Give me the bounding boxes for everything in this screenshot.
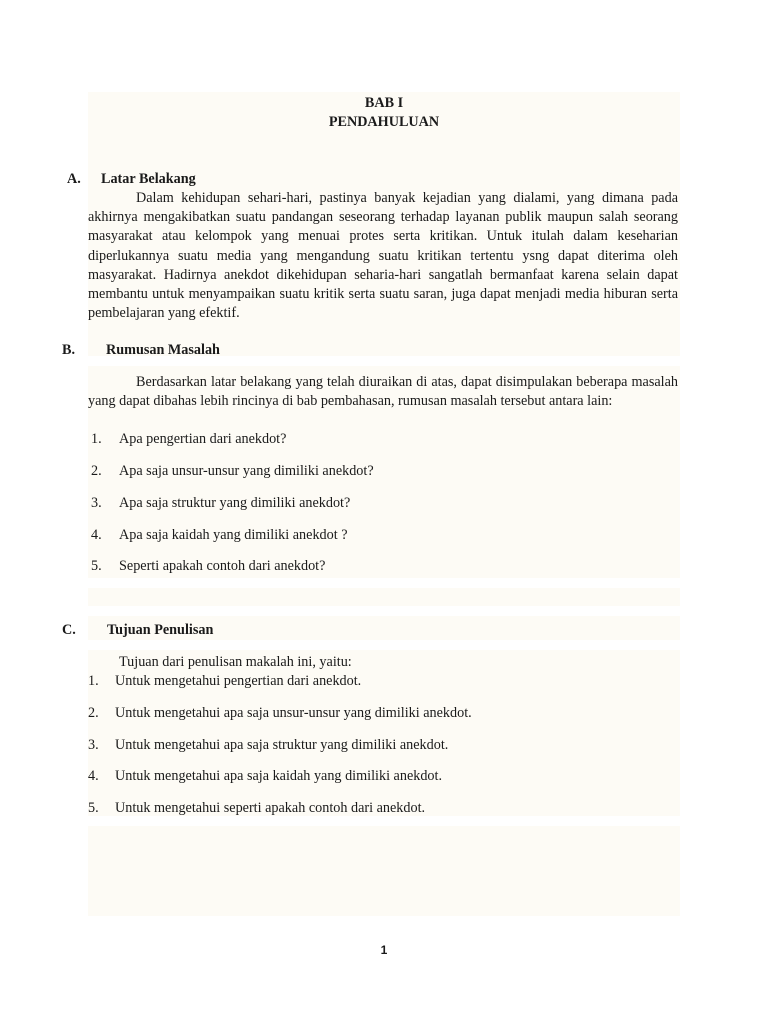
list-text: Untuk mengetahui apa saja struktur yang dimiliki anekdot. — [115, 737, 449, 753]
list-number: 3. — [91, 495, 102, 511]
section-c-intro: Tujuan dari penulisan makalah ini, yaitu: — [119, 654, 352, 670]
list-text: Apa saja struktur yang dimiliki anekdot? — [119, 495, 351, 511]
section-b-intro: Berdasarkan latar belakang yang telah diuraikan di atas, dapat disimpulakan beberapa masalah yang dapat dibahas lebih rincinya di bab pembahasan, rumusan masalah tersebut antara lain: — [88, 374, 678, 410]
page-number: 1 — [380, 943, 388, 957]
list-number: 1. — [91, 431, 102, 447]
list-number: 4. — [91, 527, 102, 543]
list-text: Seperti apakah contoh dari anekdot? — [119, 558, 326, 574]
list-number: 5. — [88, 800, 99, 816]
list-number: 1. — [88, 673, 99, 689]
background-band — [88, 588, 680, 606]
list-number: 3. — [88, 737, 99, 753]
section-c-heading: Tujuan Penulisan — [107, 622, 214, 638]
list-text: Untuk mengetahui seperti apakah contoh dari anekdot. — [115, 800, 426, 816]
list-text: Apa saja unsur-unsur yang dimiliki anekdot? — [119, 463, 374, 479]
section-c-letter: C. — [62, 622, 76, 638]
chapter-label: BAB I — [364, 95, 404, 111]
list-text: Apa saja kaidah yang dimiliki anekdot ? — [119, 527, 348, 543]
list-number: 2. — [88, 705, 99, 721]
chapter-title: PENDAHULUAN — [328, 114, 440, 130]
section-b-heading: Rumusan Masalah — [106, 342, 220, 358]
section-b-letter: B. — [62, 342, 76, 358]
list-text: Untuk mengetahui apa saja unsur-unsur yang dimiliki anekdot. — [115, 705, 472, 721]
section-a-heading: Latar Belakang — [101, 171, 196, 187]
list-number: 2. — [91, 463, 102, 479]
list-text: Untuk mengetahui pengertian dari anekdot. — [115, 673, 362, 689]
list-number: 4. — [88, 768, 99, 784]
list-text: Untuk mengetahui apa saja kaidah yang dimiliki anekdot. — [115, 768, 443, 784]
section-a-letter: A. — [67, 171, 81, 187]
section-a-paragraph: Dalam kehidupan sehari-hari, pastinya banyak kejadian yang dialami, yang dimana pada akhirnya mengakibatkan suatu pandangan seseorang terhadap layanan publik maupun salah seorang masyarakat atau kelompok yang menuai protes serta kritikan. Untuk itulah dalam keseharian diperlukannya suatu media yang mengandung suatu kritikan tertentu ysng dapat diterima oleh masyarakat. Hadirnya anekdot dikehidupan seharia-hari sangatlah bermanfaat karena selain dapat membantu untuk menyampaikan suatu kritik serta suatu saran, juga dapat menjadi media hiburan serta pembelajaran yang efektif. — [88, 190, 678, 322]
list-text: Apa pengertian dari anekdot? — [119, 431, 287, 447]
list-number: 5. — [91, 558, 102, 574]
background-band — [88, 826, 680, 916]
